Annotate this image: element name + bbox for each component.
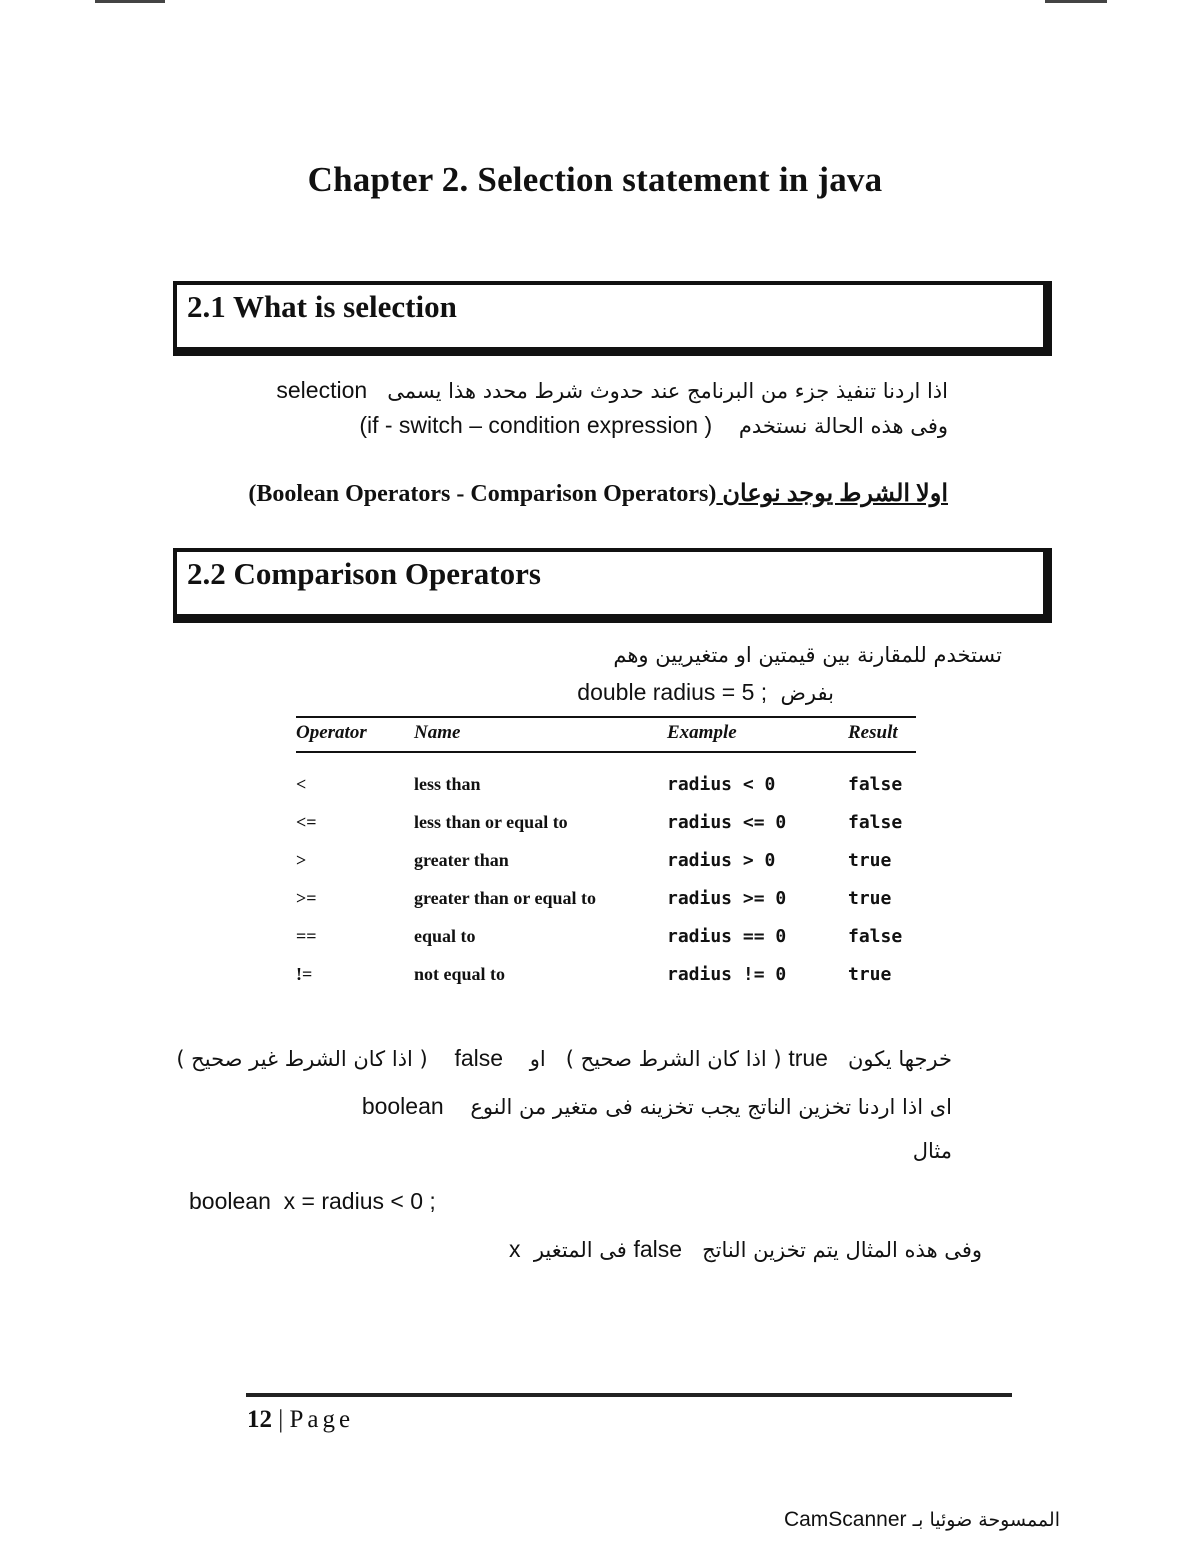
chapter-title: Chapter 2. Selection statement in java [307,160,883,199]
header-result: Result [848,717,916,752]
table-row [296,917,916,955]
output-values-line [176,1045,952,1072]
table-row [296,955,916,993]
operator-cell: <= [296,811,317,832]
condition-types-line [248,479,948,508]
section-header-comparison-operators [173,548,1052,623]
result-explanation-line [509,1236,982,1263]
intro-arabic-text: وفى هذه الحالة نستخدم [738,414,948,438]
scan-edge [95,0,165,3]
operator-cell: < [296,773,307,794]
header-operator: Operator [296,717,414,752]
storage-arabic: اى اذا اردنا تخزين الناتج يجب تخزينه فى متغير من النوع [470,1095,952,1119]
name-cell: less than or equal to [414,811,568,832]
storage-line [362,1093,952,1120]
example-cell: radius >= 0 [667,887,787,909]
name-cell: greater than [414,849,509,870]
footer-rule [246,1393,1012,1397]
result-cell: true [848,963,892,985]
table-row [296,841,916,879]
result-arabic-1: وفى هذه المثال يتم تخزين الناتج [702,1238,982,1262]
intro-line-2 [359,412,948,439]
result-cell: true [848,849,892,871]
intro-selection-term: selection [276,377,368,403]
operator-cell: > [296,849,307,870]
page-number-footer [247,1406,354,1434]
assumption-arabic: بفرض [780,681,834,705]
table-row [296,803,916,841]
name-cell: greater than or equal to [414,887,596,908]
section-title: 2.1 What is selection [187,289,457,324]
example-cell: radius > 0 [667,849,776,871]
result-variable: x [508,1236,521,1262]
table-header-row [296,717,916,752]
header-example: Example [667,717,848,752]
operator-cell: == [296,925,317,946]
example-cell: radius <= 0 [667,811,787,833]
false-term: false [454,1045,504,1071]
false-note: ( اذا كان الشرط غير صحيح ) [176,1047,428,1071]
boolean-term: boolean [361,1093,444,1119]
name-cell: equal to [414,925,476,946]
example-cell: radius < 0 [667,773,776,795]
section-title: 2.2 Comparison Operators [187,556,541,591]
operator-cell: != [296,963,313,984]
scan-edge [1045,0,1107,3]
page-separator: | [272,1406,290,1433]
page-word: Page [289,1406,355,1433]
result-cell: false [848,925,903,947]
operator-cell: >= [296,887,317,908]
example-label: مثال [912,1139,952,1163]
watermark-arabic: الممسوحة ضوئيا بـ [912,1509,1060,1531]
camscanner-watermark [784,1508,1060,1532]
name-cell: not equal to [414,963,506,984]
true-term: true [788,1045,828,1071]
assumption-code: double radius = 5 ; [577,679,768,705]
example-cell: radius != 0 [667,963,787,985]
table-row [296,879,916,917]
condition-types-english: (Boolean Operators - Comparison Operators) [248,481,717,507]
comparison-description: تستخدم للمقارنة بين قيمتين او متغيريين وهم [613,643,1002,667]
true-note: ( اذا كان الشرط صحيح ) [565,1047,782,1071]
output-arabic: خرجها يكون [847,1047,952,1071]
assumption-line [577,679,834,706]
intro-arabic-text: اذا اردنا تنفيذ جزء من البرنامج عند حدوث شرط محدد هذا يسمى [387,379,948,403]
or-word: او [529,1047,546,1071]
name-cell: less than [414,773,481,794]
comparison-operators-table [296,716,916,993]
condition-types-arabic: اولا الشرط يوجد نوعان [722,481,948,507]
result-cell: true [848,887,892,909]
header-name: Name [414,717,667,752]
result-cell: false [848,811,903,833]
example-cell: radius == 0 [667,925,787,947]
page-number: 12 [247,1406,272,1433]
section-header-what-is-selection [173,281,1052,356]
table-row [296,752,916,803]
result-arabic-2: فى المتغير [533,1238,627,1262]
watermark-brand: CamScanner [783,1508,907,1531]
result-false-term: false [633,1236,683,1262]
intro-line-1 [276,377,948,404]
result-cell: false [848,773,903,795]
code-example: boolean x = radius < 0 ; [189,1188,436,1214]
intro-statement-list: (if - switch – condition expression ) [359,412,713,438]
